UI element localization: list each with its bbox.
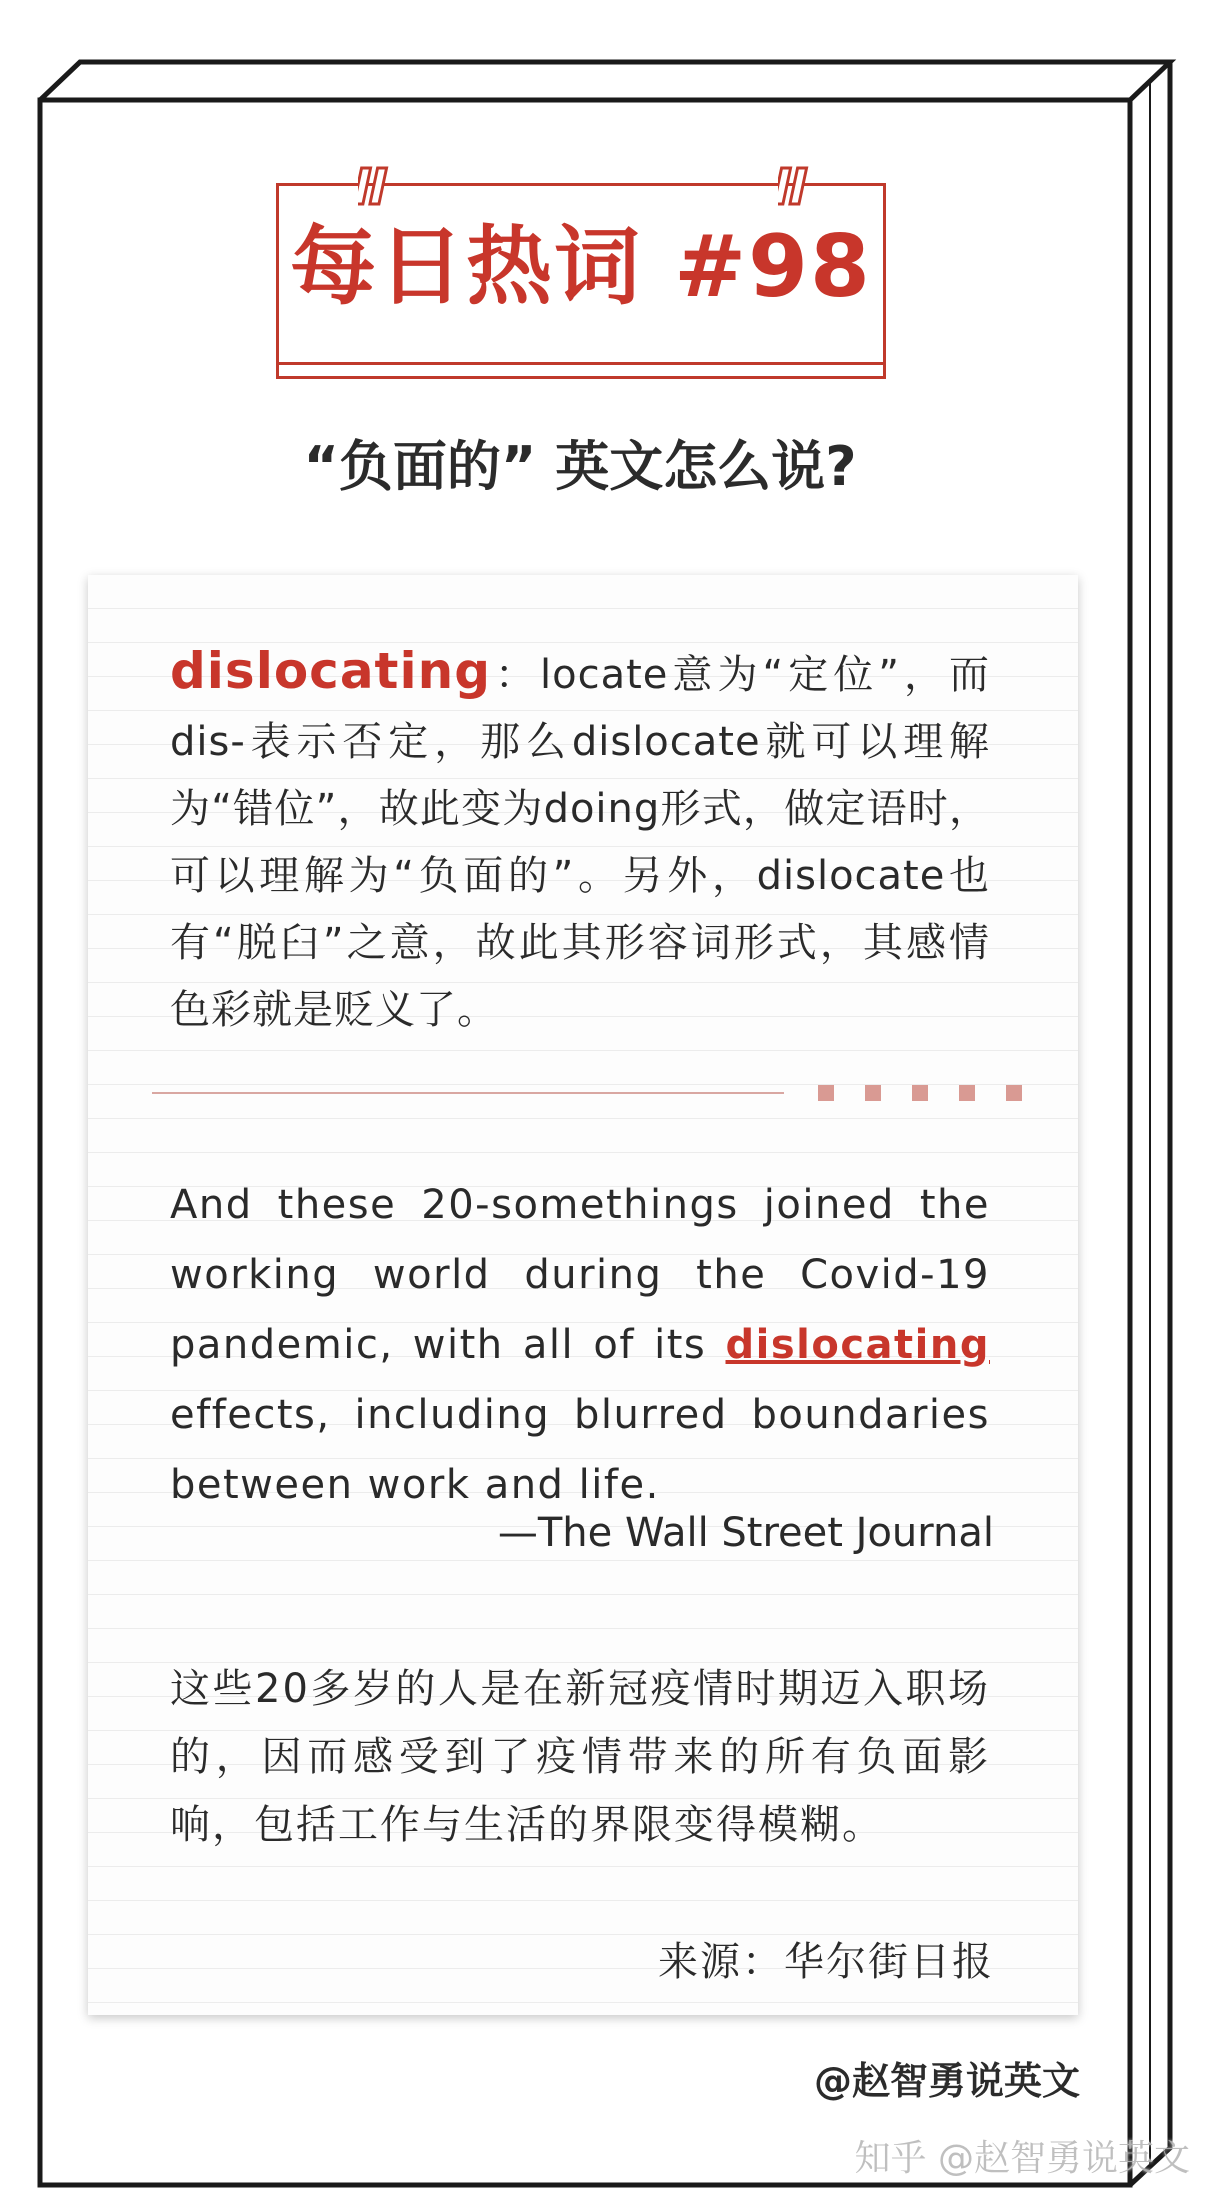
author-credit: @赵智勇说英文 [813,2059,1080,2103]
page-title: 每日热词 #98 [290,217,872,317]
example-before: And these 20-somethings joined the working world during the Covid-19 pandemic, with all of its [170,1182,990,1368]
example-sentence [170,1170,990,1520]
translation-paragraph: 这些20多岁的人是在新冠疫情时期迈入职场的，因而感受到了疫情带来的所有负面影响，包括工作与生活的界限变得模糊。 [170,1666,990,1848]
page-subtitle: “负面的” 英文怎么说? [303,435,857,498]
definition-text: ：locate意为“定位”，而dis-表示否定，那么dislocate就可以理解为“错位”，故此变为doing形式，做定语时，可以理解为“负面的”。另外，dislocate也有“脱臼”之意，故此其形容词形式，其感情色彩就是贬义了。 [170,652,990,1033]
watermark: 知乎 @赵智勇说英文 [854,2138,1190,2179]
title-box-underline [276,362,886,365]
divider-dot [818,1085,834,1101]
translation-source: 来源：华尔街日报 [658,1939,994,1985]
example-highlight: dislocating [725,1322,990,1368]
divider-dot [959,1085,975,1101]
clip-icon [778,166,814,206]
divider-line [152,1092,784,1094]
clip-icon [358,166,394,206]
divider-dot [912,1085,928,1101]
divider-dot [865,1085,881,1101]
example-after: effects, including blurred boundaries between work and life. [170,1392,990,1508]
divider-dot [1006,1085,1022,1101]
headword: dislocating [170,642,491,700]
definition-paragraph [170,638,990,1044]
example-source: —The Wall Street Journal [497,1510,994,1556]
